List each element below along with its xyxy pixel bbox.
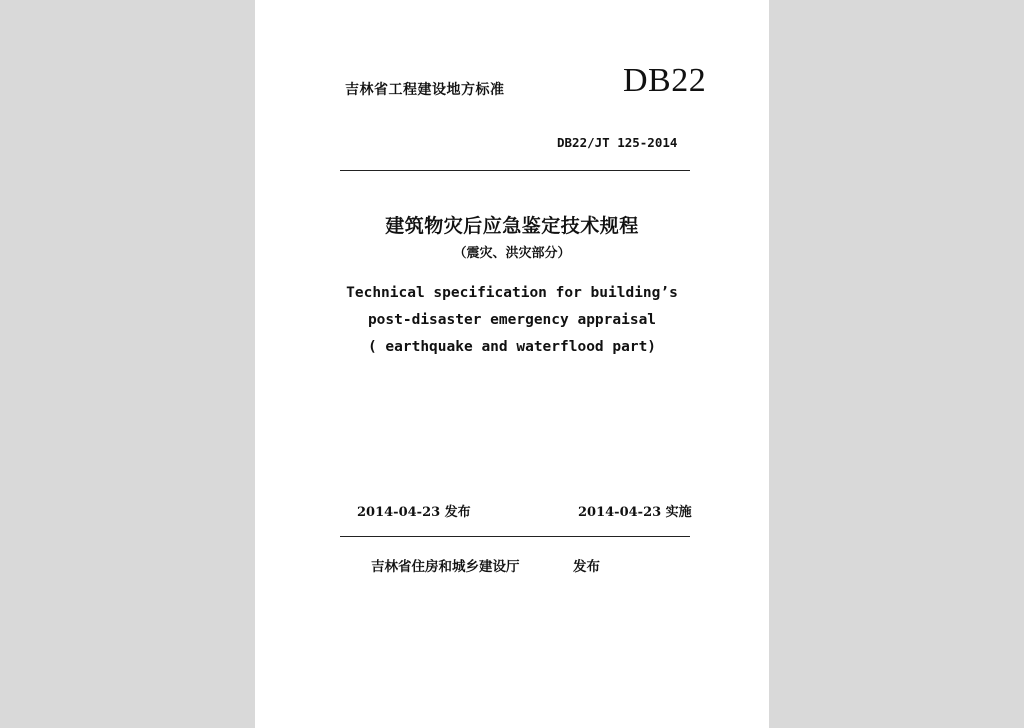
issue-date: 2014-04-23 发布 (357, 505, 471, 520)
standard-code: DB22 (623, 62, 707, 99)
english-title-line-3: ( earthquake and waterflood part) (367, 339, 657, 355)
top-divider (340, 170, 690, 171)
chinese-title: 建筑物灾后应急鉴定技术规程 (385, 215, 639, 237)
standard-number: DB22/JT 125-2014 (557, 135, 678, 150)
english-title-line-2: post-disaster emergency appraisal (367, 312, 657, 328)
english-title-line-1: Technical specification for building’s (346, 285, 678, 301)
standard-label: 吉林省工程建设地方标准 (345, 82, 505, 98)
issuing-action: 发布 (573, 559, 600, 575)
chinese-subtitle: （震灾、洪灾部分） (453, 246, 571, 261)
document-page (255, 0, 769, 728)
bottom-divider (340, 536, 690, 537)
implementation-date: 2014-04-23 实施 (578, 505, 692, 520)
issuing-authority: 吉林省住房和城乡建设厅 (371, 559, 520, 575)
